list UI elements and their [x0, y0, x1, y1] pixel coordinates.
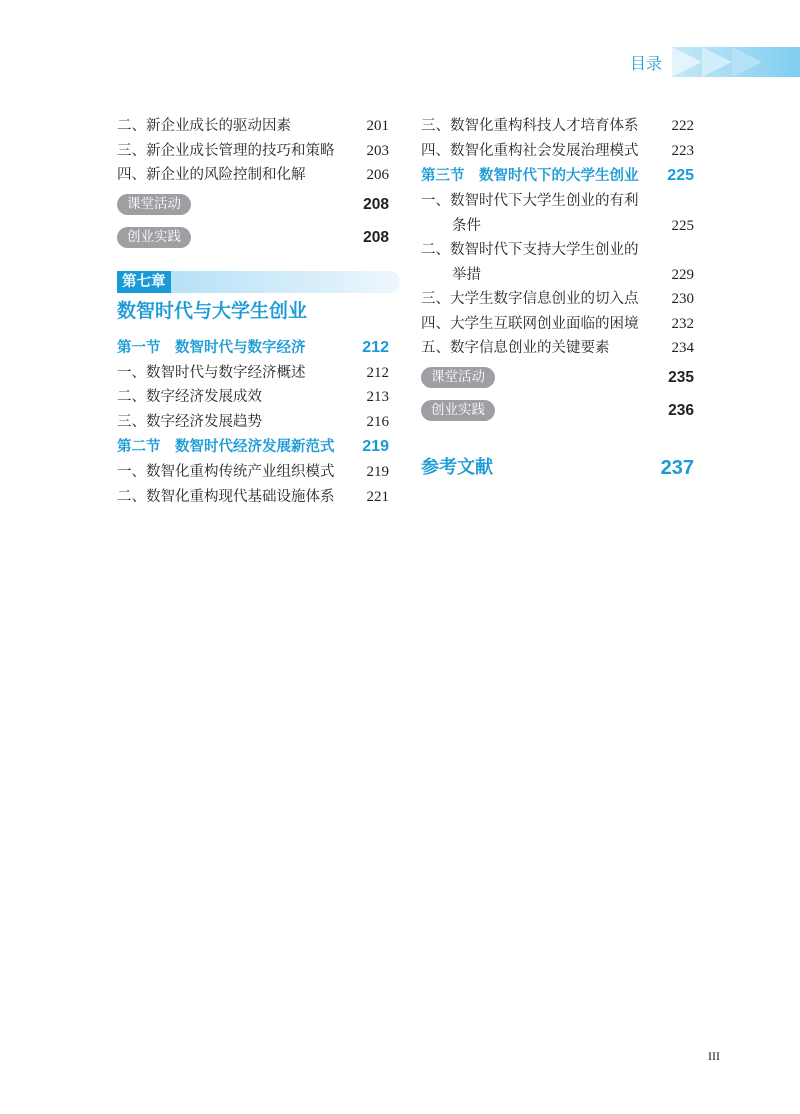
page-folio: III: [708, 1049, 720, 1063]
toc-entry[interactable]: 二、数智时代下支持大学生创业的 举措 229: [421, 242, 694, 283]
practice-pill: 创业实践: [117, 227, 191, 248]
activity-pill: 课堂活动: [421, 367, 495, 388]
toc-entry[interactable]: 四、大学生互联网创业面临的困境 232: [421, 315, 694, 332]
page-number: 208: [363, 195, 389, 213]
references-page: 237: [660, 456, 694, 479]
toc-entry[interactable]: 四、新企业的风险控制和化解 206: [117, 167, 389, 183]
toc-right-column: [421, 114, 694, 483]
chapter-label: 第七章: [117, 271, 171, 293]
header-decoration: [672, 47, 800, 77]
toc-section-heading[interactable]: 第二节 数智时代经济发展新范式 219: [117, 438, 389, 455]
toc-activity-entry[interactable]: [117, 188, 389, 221]
toc-entry[interactable]: 二、数智化重构现代基础设施体系 221: [117, 488, 389, 505]
toc-entry[interactable]: 二、数字经济发展成效 213: [117, 389, 389, 405]
toc-entry[interactable]: 三、数智化重构科技人才培育体系 222: [421, 118, 694, 134]
chapter-title[interactable]: 数智时代与大学生创业: [117, 299, 308, 322]
toc-entry[interactable]: 一、数智化重构传统产业组织模式 219: [117, 464, 389, 480]
toc-left-column: [117, 114, 389, 509]
toc-entry[interactable]: 二、新企业成长的驱动因素 201: [117, 118, 389, 134]
header-title: 目录: [630, 54, 663, 73]
page-number: 235: [668, 368, 694, 386]
running-header: [630, 47, 800, 77]
chapter-banner: [117, 271, 389, 293]
toc-activity-entry[interactable]: [421, 361, 694, 394]
toc-section-heading[interactable]: 第一节 数智时代与数字经济 212: [117, 338, 389, 356]
toc-practice-entry[interactable]: [117, 221, 389, 254]
activity-pill: 课堂活动: [117, 194, 191, 215]
toc-entry[interactable]: 三、新企业成长管理的技巧和策略 203: [117, 142, 389, 159]
toc-entry[interactable]: 五、数字信息创业的关键要素 234: [421, 340, 694, 356]
page-number: 236: [668, 401, 694, 419]
references-title: 参考文献: [421, 456, 493, 478]
toc-entry[interactable]: 一、数智时代下大学生创业的有利 条件 225: [421, 193, 694, 234]
toc-entry[interactable]: 四、数智化重构社会发展治理模式 223: [421, 142, 694, 159]
toc-section-heading[interactable]: 第三节 数智时代下的大学生创业 225: [421, 167, 694, 184]
toc-entry[interactable]: 一、数智时代与数字经济概述 212: [117, 364, 389, 381]
toc-entry[interactable]: 三、大学生数字信息创业的切入点 230: [421, 291, 694, 307]
toc-references-entry[interactable]: [421, 453, 694, 483]
toc-entry[interactable]: 三、数字经济发展趋势 216: [117, 413, 389, 430]
practice-pill: 创业实践: [421, 400, 495, 421]
page-number: 208: [363, 228, 389, 246]
toc-practice-entry[interactable]: [421, 394, 694, 427]
